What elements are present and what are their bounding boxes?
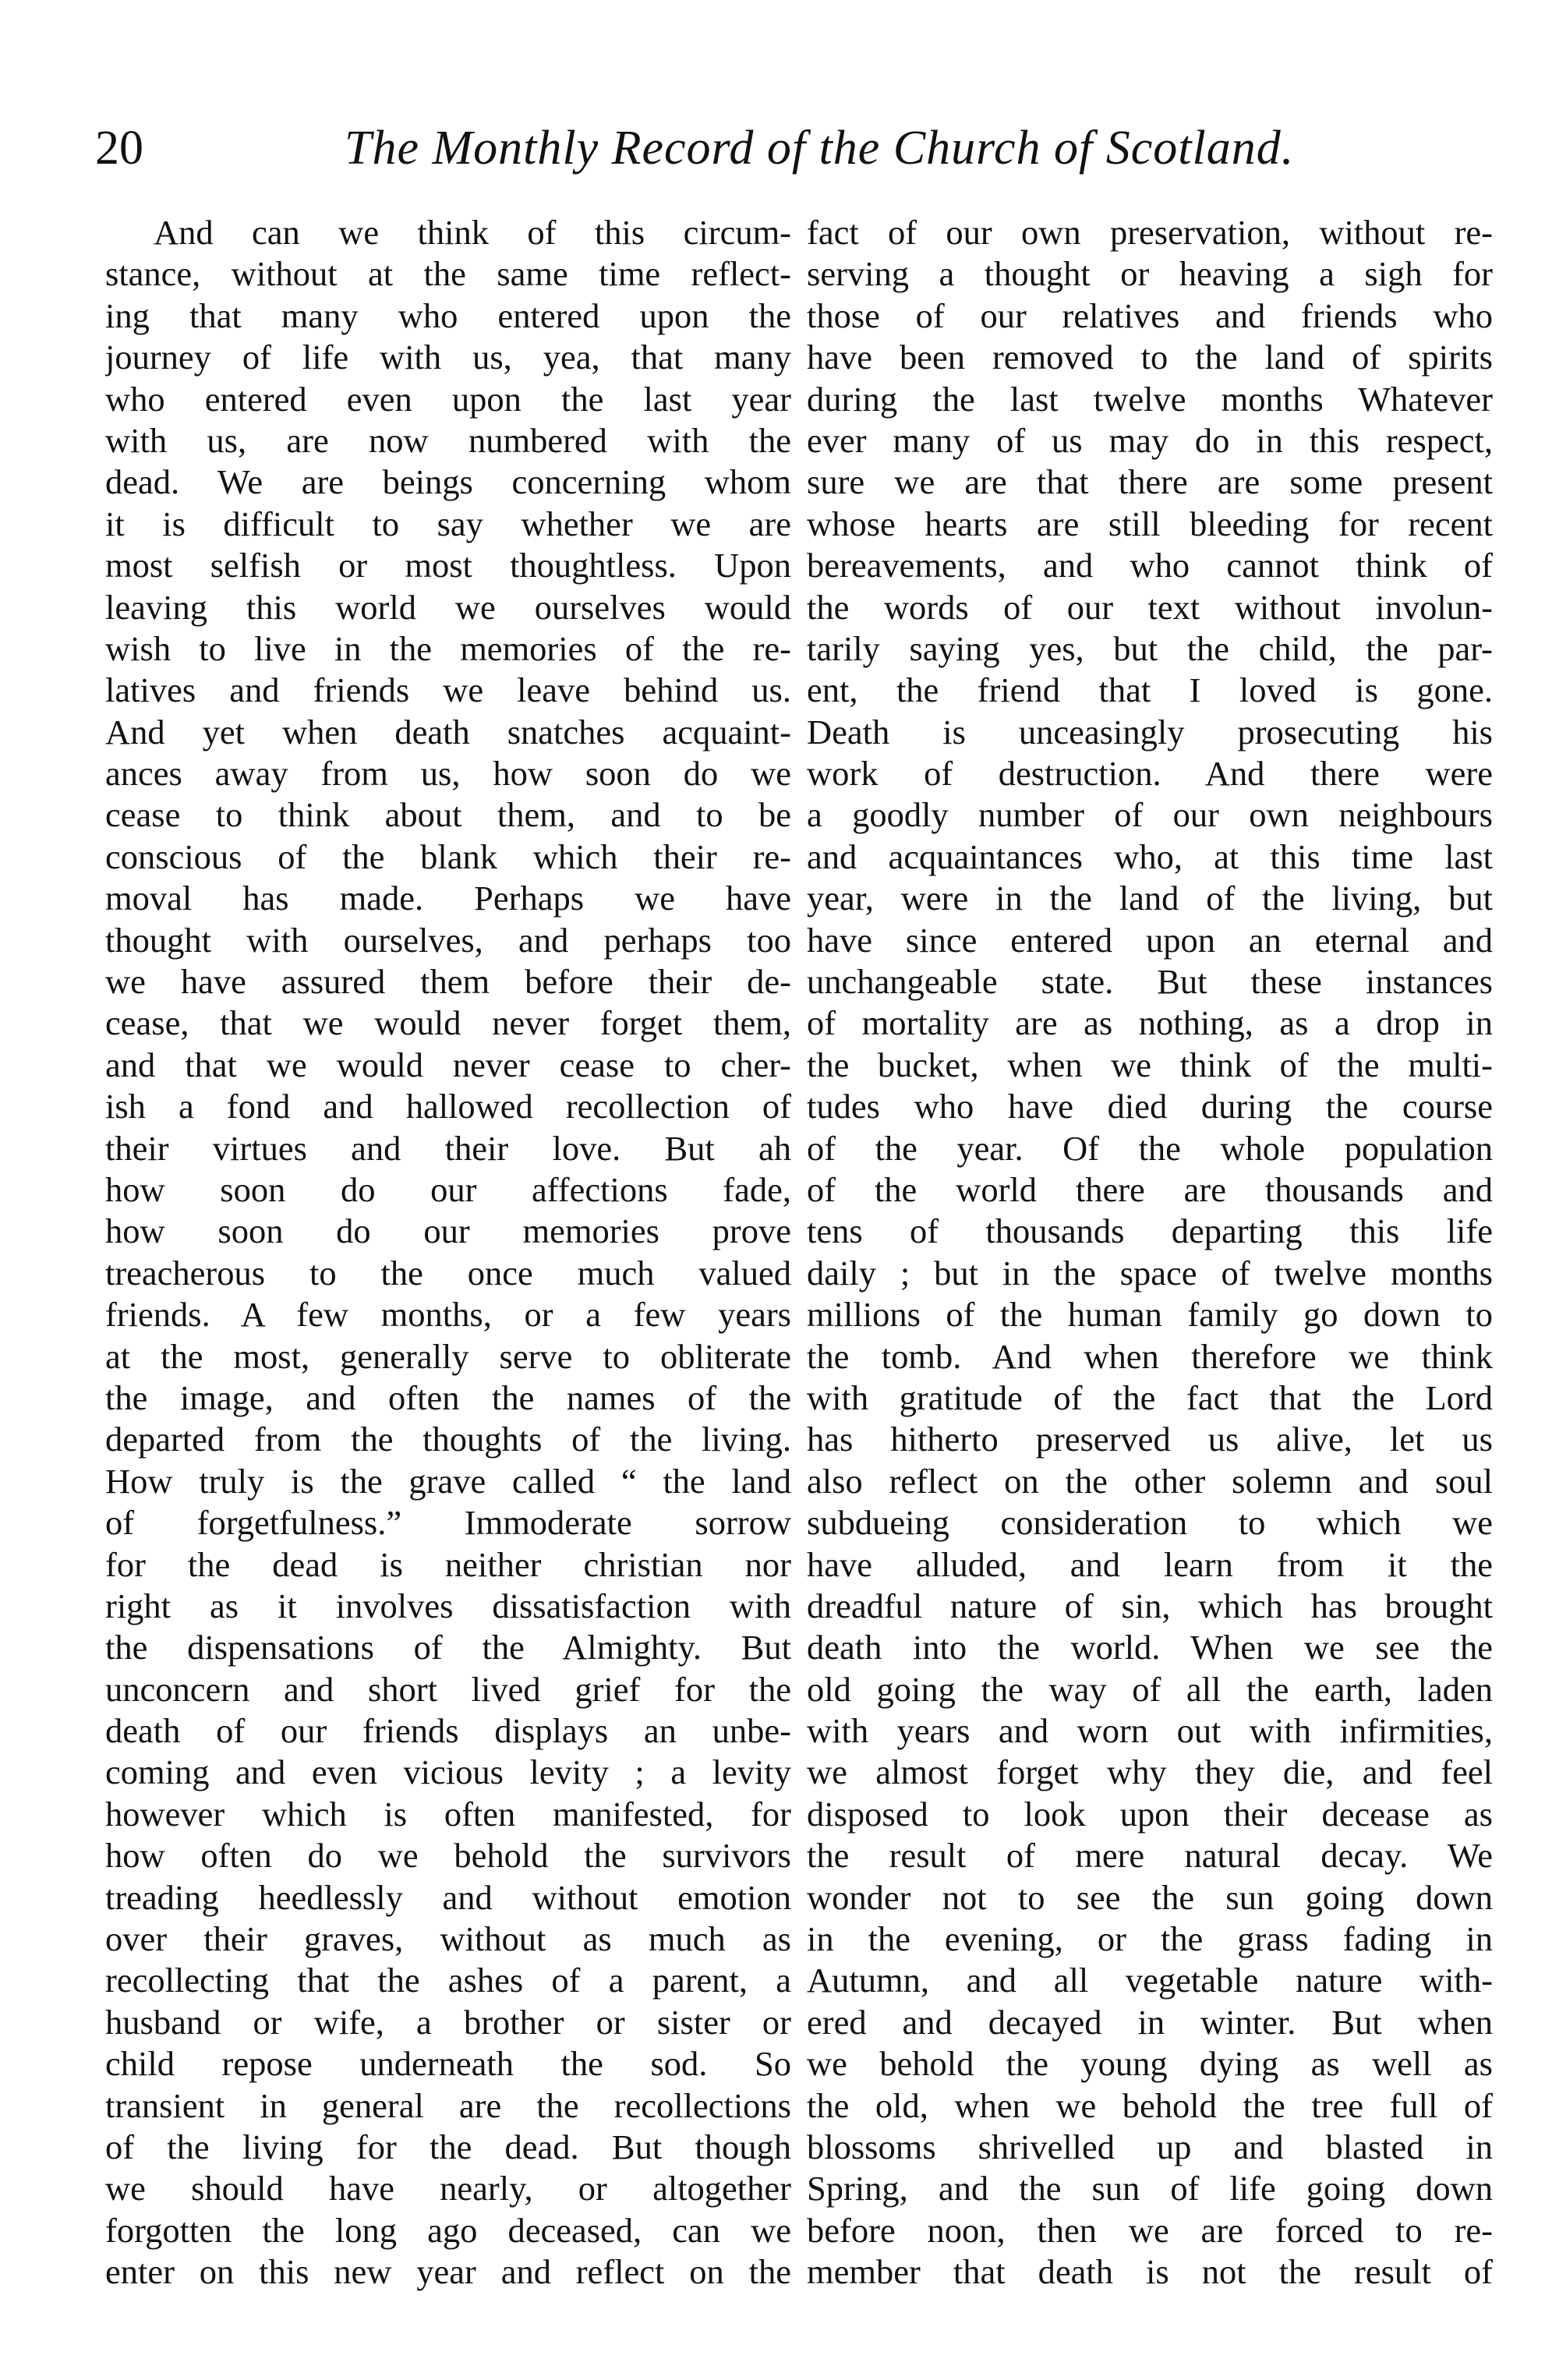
text-line: And can we think of this circum- (154, 213, 791, 252)
text-line: blossoms shrivelled up and blasted in (807, 2127, 1493, 2166)
page-number: 20 (95, 122, 143, 175)
text-line: wonder not to see the sun going down (807, 1877, 1493, 1917)
text-line: the tomb. And when therefore we think (807, 1336, 1493, 1376)
text-line: who entered even upon the last year (105, 379, 791, 419)
text-line: Spring, and the sun of life going down (807, 2169, 1493, 2208)
text-line: bereavements, and who cannot think of (807, 546, 1493, 585)
text-line: have since entered upon an eternal and (807, 920, 1493, 960)
text-line: dead. We are beings concerning whom (105, 462, 791, 502)
text-line: treading heedlessly and without emotion (105, 1877, 791, 1917)
text-line: of the living for the dead. But though (105, 2127, 791, 2166)
text-line: cease, that we would never forget them, (105, 1003, 791, 1043)
text-line: And yet when death snatches acquaint- (105, 712, 791, 751)
text-line: of mortality are as nothing, as a drop in (807, 1003, 1493, 1043)
text-line: the result of mere natural decay. We (807, 1836, 1493, 1876)
text-line: ish a fond and hallowed recollection of (105, 1087, 791, 1126)
text-line: ing that many who entered upon the (105, 295, 791, 335)
text-line: ances away from us, how soon do we (105, 754, 791, 794)
text-line: unchangeable state. But these instances (807, 962, 1493, 1002)
text-line: the image, and often the names of the (105, 1377, 791, 1417)
text-line: thought with ourselves, and perhaps too (105, 920, 791, 960)
right-column (807, 212, 1493, 2293)
text-line: dreadful nature of sin, which has brought (807, 1586, 1493, 1625)
text-line: we behold the young dying as well as (807, 2044, 1493, 2084)
text-line: and that we would never cease to cher- (105, 1045, 791, 1084)
text-line: child repose underneath the sod. So (105, 2044, 791, 2084)
text-line: How truly is the grave called “ the land (105, 1461, 791, 1501)
text-line: have alluded, and learn from it the (807, 1544, 1493, 1584)
text-line: the bucket, when we think of the multi- (807, 1045, 1493, 1084)
text-line: Death is unceasingly prosecuting his (807, 712, 1493, 751)
text-line: transient in general are the recollections (105, 2085, 791, 2125)
text-line: their virtues and their love. But ah (105, 1128, 791, 1168)
text-line: forgotten the long ago deceased, can we (105, 2210, 791, 2250)
text-line: with gratitude of the fact that the Lord (807, 1377, 1493, 1417)
text-line: ent, the friend that I loved is gone. (807, 670, 1493, 710)
text-line: enter on this new year and reflect on the (105, 2252, 791, 2292)
text-line: cease to think about them, and to be (105, 795, 791, 835)
text-line: ever many of us may do in this respect, (807, 420, 1493, 460)
text-line: recollecting that the ashes of a parent, a (105, 1961, 791, 2000)
text-line: we should have nearly, or altogether (105, 2169, 791, 2208)
text-line: over their graves, without as much as (105, 1919, 791, 1959)
text-line: moval has made. Perhaps we have (105, 879, 791, 918)
text-line: serving a thought or heaving a sigh for (807, 254, 1493, 294)
text-line: of the year. Of the whole population (807, 1128, 1493, 1168)
text-line: right as it involves dissatisfaction with (105, 1586, 791, 1625)
text-line: old going the way of all the earth, laden (807, 1669, 1493, 1709)
text-line: and acquaintances who, at this time last (807, 836, 1493, 876)
text-line: however which is often manifested, for (105, 1794, 791, 1834)
text-line: of the world there are thousands and (807, 1169, 1493, 1209)
text-line: conscious of the blank which their re- (105, 836, 791, 876)
text-line: the words of our text without involun- (807, 587, 1493, 627)
text-line: latives and friends we leave behind us. (105, 670, 791, 710)
text-line: before noon, then we are forced to re- (807, 2210, 1493, 2250)
text-line: friends. A few months, or a few years (105, 1295, 791, 1335)
text-line: a goodly number of our own neighbours (807, 795, 1493, 835)
text-line: treacherous to the once much valued (105, 1253, 791, 1293)
text-line: departed from the thoughts of the living. (105, 1420, 791, 1459)
text-line: millions of the human family go down to (807, 1295, 1493, 1335)
text-line: it is difficult to say whether we are (105, 504, 791, 543)
text-line: the dispensations of the Almighty. But (105, 1628, 791, 1667)
text-line: work of destruction. And there were (807, 754, 1493, 794)
text-line: those of our relatives and friends who (807, 295, 1493, 335)
running-title: The Monthly Record of the Church of Scotland. (345, 122, 1295, 175)
text-line: have been removed to the land of spirits (807, 338, 1493, 377)
text-line: leaving this world we ourselves would (105, 587, 791, 627)
text-line: in the evening, or the grass fading in (807, 1919, 1493, 1959)
text-line: wish to live in the memories of the re- (105, 628, 791, 668)
text-line: we almost forget why they die, and feel (807, 1752, 1493, 1792)
text-line: with us, are now numbered with the (105, 420, 791, 460)
text-line: stance, without at the same time reflect- (105, 254, 791, 294)
text-line: of forgetfulness.” Immoderate sorrow (105, 1503, 791, 1543)
text-line: at the most, generally serve to obliterate (105, 1336, 791, 1376)
text-line: for the dead is neither christian nor (105, 1544, 791, 1584)
text-line: tarily saying yes, but the child, the par- (807, 628, 1493, 668)
left-column (105, 212, 791, 2293)
text-line: member that death is not the result of (807, 2252, 1493, 2292)
text-line: disposed to look upon their decease as (807, 1794, 1493, 1834)
text-line: has hitherto preserved us alive, let us (807, 1420, 1493, 1459)
text-line: ered and decayed in winter. But when (807, 2002, 1493, 2042)
text-line: subdueing consideration to which we (807, 1503, 1493, 1543)
text-line: whose hearts are still bleeding for recent (807, 504, 1493, 543)
text-line: how soon do our memories prove (105, 1211, 791, 1251)
text-line: during the last twelve months Whatever (807, 379, 1493, 419)
text-line: fact of our own preservation, without re- (807, 213, 1493, 252)
text-line: journey of life with us, yea, that many (105, 338, 791, 377)
text-line: how soon do our affections fade, (105, 1169, 791, 1209)
text-line: with years and worn out with infirmities, (807, 1711, 1493, 1751)
text-line: how often do we behold the survivors (105, 1836, 791, 1876)
text-line: death into the world. When we see the (807, 1628, 1493, 1667)
text-line: daily ; but in the space of twelve months (807, 1253, 1493, 1293)
text-line: death of our friends displays an unbe- (105, 1711, 791, 1751)
text-line: Autumn, and all vegetable nature with- (807, 1961, 1493, 2000)
text-line: we have assured them before their de- (105, 962, 791, 1002)
text-line: most selfish or most thoughtless. Upon (105, 546, 791, 585)
text-line: also reflect on the other solemn and soul (807, 1461, 1493, 1501)
text-line: coming and even vicious levity ; a levity (105, 1752, 791, 1792)
text-line: tudes who have died during the course (807, 1087, 1493, 1126)
text-line: tens of thousands departing this life (807, 1211, 1493, 1251)
page-header (95, 117, 1483, 187)
text-line: year, were in the land of the living, but (807, 879, 1493, 918)
text-line: the old, when we behold the tree full of (807, 2085, 1493, 2125)
text-line: unconcern and short lived grief for the (105, 1669, 791, 1709)
text-line: husband or wife, a brother or sister or (105, 2002, 791, 2042)
text-line: sure we are that there are some present (807, 462, 1493, 502)
